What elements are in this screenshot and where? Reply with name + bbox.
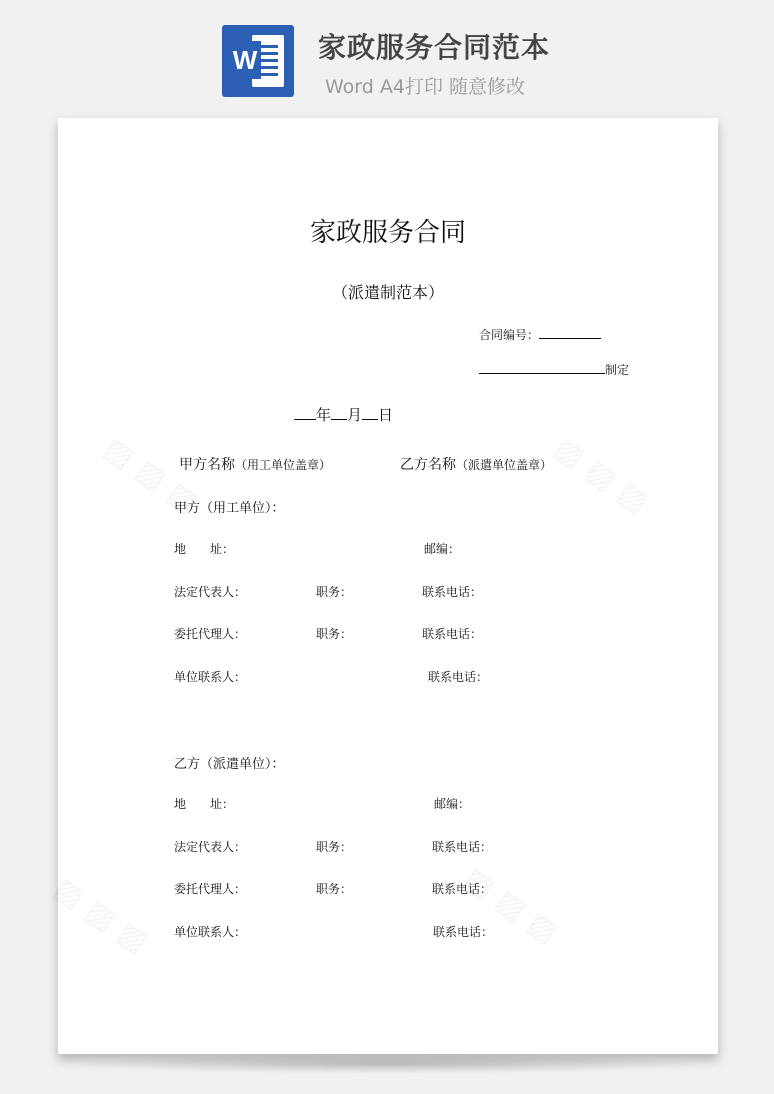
party-b-agent-phone-label: 联系电话： bbox=[432, 882, 493, 896]
party-a-agent-label: 委托代理人： bbox=[174, 627, 247, 641]
party-b-heading-text: 乙方名称 bbox=[400, 457, 456, 473]
party-a-heading-note: （用工单位盖章） bbox=[235, 458, 332, 472]
party-b-heading-note: （派遣单位盖章） bbox=[456, 458, 553, 472]
party-a-contact-label: 单位联系人： bbox=[174, 670, 247, 684]
party-b-contact-label: 单位联系人： bbox=[174, 925, 247, 939]
year-blank[interactable] bbox=[294, 407, 316, 420]
watermark-mark bbox=[548, 431, 655, 520]
header-title: 家政服务合同范本 bbox=[318, 31, 551, 64]
made-by-line bbox=[479, 361, 629, 378]
word-icon bbox=[222, 25, 294, 97]
day-label: 日 bbox=[378, 406, 394, 424]
document-title: 家政服务合同 bbox=[309, 218, 466, 248]
party-b-phone-label: 联系电话： bbox=[432, 840, 493, 854]
party-a-postcode-label: 邮编： bbox=[424, 542, 461, 556]
made-by-label: 制定 bbox=[605, 363, 630, 377]
party-b-contact-phone-label: 联系电话： bbox=[433, 925, 494, 939]
party-b-agent-label: 委托代理人： bbox=[174, 882, 247, 896]
party-b-title: 乙方（派遣单位）： bbox=[174, 757, 285, 772]
party-b-postcode-label: 邮编： bbox=[434, 797, 471, 811]
party-a-legal-rep-label: 法定代表人： bbox=[174, 585, 247, 599]
party-a-address-label: 地 址： bbox=[174, 542, 235, 556]
date-line bbox=[294, 404, 393, 425]
header-subtitle: Word A4打印 随意修改 bbox=[325, 76, 526, 98]
header-banner bbox=[0, 0, 774, 110]
party-b-legal-rep-label: 法定代表人： bbox=[174, 840, 247, 854]
watermark-mark bbox=[48, 871, 155, 960]
contract-number-label: 合同编号： bbox=[479, 328, 540, 342]
party-a-position-label: 职务： bbox=[316, 585, 353, 599]
party-a-agent-phone-label: 联系电话： bbox=[422, 627, 483, 641]
day-blank[interactable] bbox=[362, 407, 378, 420]
contract-number-blank[interactable] bbox=[539, 326, 601, 339]
party-a-agent-position-label: 职务： bbox=[316, 627, 353, 641]
word-icon-letter: W bbox=[229, 41, 261, 79]
document-subtitle: （派遣制范本） bbox=[331, 283, 444, 302]
party-b-position-label: 职务： bbox=[316, 840, 353, 854]
month-blank[interactable] bbox=[331, 407, 347, 420]
page-shadow bbox=[70, 1054, 706, 1074]
year-label: 年 bbox=[316, 406, 332, 424]
party-a-phone-label: 联系电话： bbox=[422, 585, 483, 599]
month-label: 月 bbox=[347, 406, 363, 424]
party-a-title: 甲方（用工单位）： bbox=[174, 501, 285, 516]
party-b-agent-position-label: 职务： bbox=[316, 882, 353, 896]
contract-number-line bbox=[479, 326, 601, 343]
party-b-heading bbox=[400, 454, 552, 474]
party-a-contact-phone-label: 联系电话： bbox=[428, 670, 489, 684]
party-a-heading-text: 甲方名称 bbox=[179, 457, 235, 473]
party-b-address-label: 地 址： bbox=[174, 797, 235, 811]
document-page bbox=[58, 118, 718, 1054]
made-by-blank[interactable] bbox=[479, 361, 605, 374]
party-a-heading bbox=[179, 454, 331, 474]
